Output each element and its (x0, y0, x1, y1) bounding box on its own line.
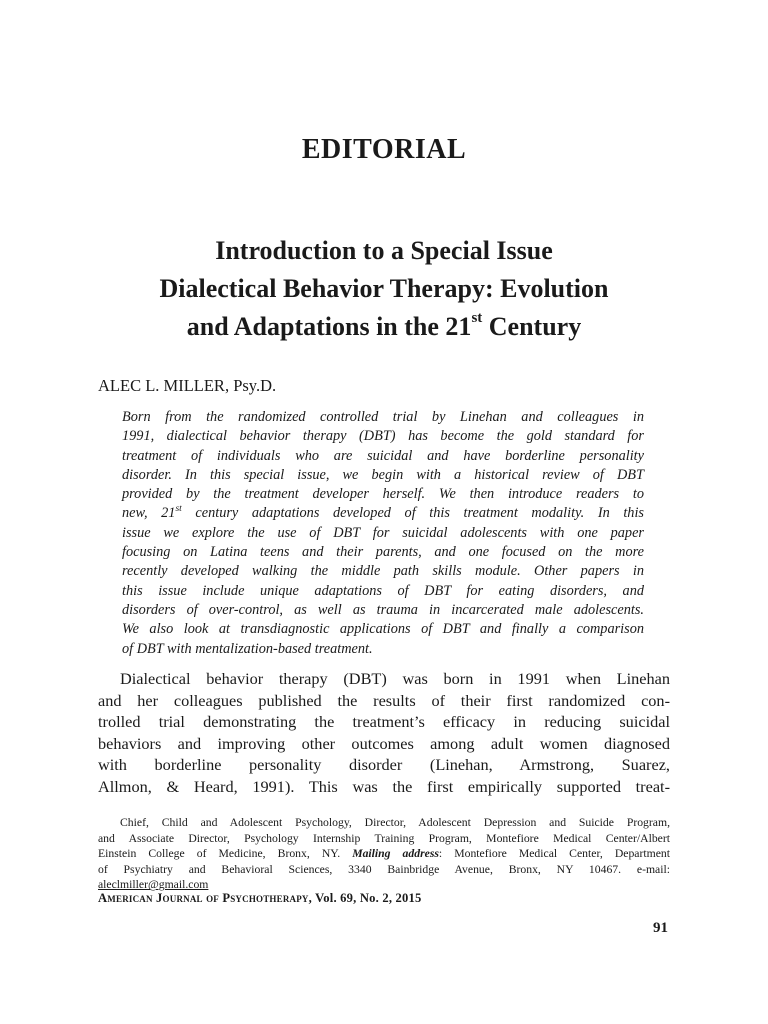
footnote-line-3-end: : Montefiore Medical Center, Department (438, 847, 671, 861)
body-line: behaviors and improving other outcomes among adult women diagnosed (98, 733, 670, 753)
footnote-line: Chief, Child and Adolescent Psychology, Director, Adolescent Depression and Suicide Program, (120, 816, 670, 829)
body-paragraph (98, 668, 670, 798)
abstract-line: disorder. In this special issue, we begin with a historical review of DBT (122, 466, 644, 483)
body-line: and her colleagues published the results of their first randomized con- (98, 690, 670, 710)
title-line-3 (100, 308, 668, 346)
abstract-line: this issue include unique adaptations of DBT for eating disorders, and (122, 582, 644, 599)
author-affiliation-footnote (98, 815, 670, 893)
journal-volume-info: , Vol. 69, No. 2, 2015 (308, 891, 422, 905)
body-line: Allmon, & Heard, 1991). This was the first empirically supported treat- (98, 776, 670, 796)
abstract-line: 1991, dialectical behavior therapy (DBT) has become the gold standard for (122, 428, 644, 445)
footnote-line-3-start: Einstein College of Medicine, Bronx, NY. (98, 847, 353, 861)
footnote-line: and Associate Director, Psychology Internship Training Program, Montefiore Medical Center/Albert (98, 831, 670, 845)
abstract-line-6-start: new, 21 (122, 505, 176, 522)
abstract-line: issue we explore the use of DBT for suicidal adolescents with one paper (122, 524, 644, 541)
body-line: with borderline personality disorder (Linehan, Armstrong, Suarez, (98, 755, 670, 775)
abstract-line: treatment of individuals who are suicidal and have borderline personality (122, 447, 644, 464)
body-line: Dialectical behavior therapy (DBT) was born in 1991 when Linehan (120, 669, 670, 688)
abstract-line (122, 504, 644, 523)
title-line-3-end: Century (482, 312, 582, 341)
body-line: trolled trial demonstrating the treatment’s efficacy in reducing suicidal (98, 712, 670, 732)
abstract-line: We also look at transdiagnostic applications of DBT and finally a comparison (122, 621, 644, 638)
title-line-2: Dialectical Behavior Therapy: Evolution (159, 274, 609, 303)
section-heading: EDITORIAL (301, 134, 467, 165)
abstract-line: of DBT with mentalization-based treatment. (122, 640, 373, 657)
title-ordinal-suffix: st (471, 310, 483, 327)
abstract-line-6-end: century adaptations developed of this treatment modality. In this (181, 505, 644, 522)
abstract-line: Born from the randomized controlled trial by Linehan and colleagues in (122, 409, 644, 425)
journal-name: American Journal of Psychotherapy (98, 891, 309, 905)
title-line-3-text: and Adaptations in the 21 (186, 312, 472, 341)
mailing-address-label: Mailing address (352, 847, 439, 861)
abstract (122, 408, 644, 659)
footnote-line (98, 846, 670, 862)
abstract-line: recently developed walking the middle path skills module. Other papers in (122, 563, 644, 580)
abstract-line: focusing on Latina teens and their parents, and one focused on the more (122, 544, 644, 561)
footnote-line: of Psychiatry and Behavioral Sciences, 3340 Bainbridge Avenue, Bronx, NY 10467. e-mail: (98, 862, 670, 876)
page-number: 91 (653, 920, 668, 936)
article-title (100, 232, 668, 346)
abstract-ordinal-suffix: st (175, 503, 182, 514)
journal-citation (98, 891, 422, 906)
author-byline: ALEC L. MILLER, Psy.D. (98, 376, 277, 395)
abstract-line: disorders of over-control, as well as trauma in incarcerated male adolescents. (122, 601, 644, 618)
email-link[interactable]: aleclmiller@gmail.com (98, 878, 209, 892)
abstract-line: provided by the treatment developer herself. We then introduce readers to (122, 486, 644, 503)
title-line-1: Introduction to a Special Issue (215, 236, 553, 265)
